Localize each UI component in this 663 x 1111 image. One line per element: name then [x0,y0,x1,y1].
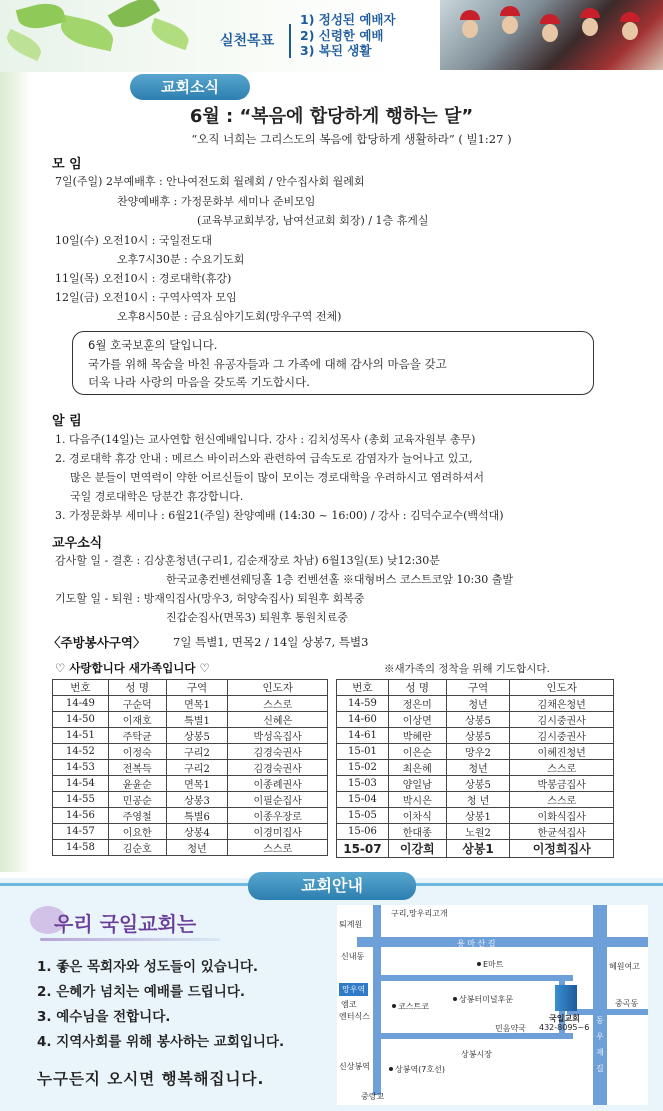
member-line: 감사할 일 - 결혼 : 김상훈청년(구리1, 김순재장로 차남) 6월13일(토) 낮12:30분 [55,554,440,567]
table-cell: 면목1 [166,776,228,792]
table-cell: 스스로 [510,760,614,776]
table-row [337,792,614,808]
table-cell: 14-58 [53,840,109,856]
table-row [337,824,614,840]
table-row [53,808,328,824]
map-label: E마트 [483,960,504,969]
announcement-line: 1. 다음주(14일)는 교사연합 헌신예배입니다. 강사 : 김치성목사 (총회 교육자원부 총무) [55,433,476,446]
map-label: 혜원여고 [609,962,640,971]
table-row [53,696,328,712]
map-label: 민음약국 [495,1024,526,1033]
table-cell: 이필순집사 [228,792,328,808]
month-title: 6월 : “복음에 합당하게 행하는 달” [189,106,474,127]
map-label: 구리,망우리고개 [391,909,448,918]
goal-divider [289,24,291,58]
map-label: 용 마 산 길 [457,939,496,948]
goal-list [300,12,396,59]
table-cell: 전복득 [108,760,166,776]
kitchen-service-text: 7일 특별1, 면목2 / 14일 상봉7, 특별3 [173,635,369,649]
table-cell: 15-05 [337,808,389,824]
announcement-line: 국일 경로대학은 당분간 휴강합니다. [70,490,244,503]
table-cell: 민공순 [108,792,166,808]
table-cell: 김경숙권사 [228,760,328,776]
goal-item: 3) 복된 생활 [300,43,372,58]
announcement-line: 많은 분들이 면역력이 약한 어르신들이 많이 모이는 경로대학을 우려하시고 염려하셔서 [70,471,485,484]
table-cell: 상봉3 [166,792,228,808]
map-label: 신내동 [341,952,365,961]
col-header: 인도자 [510,680,614,696]
table-cell: 14-61 [337,728,389,744]
table-row [53,776,328,792]
table-row [337,728,614,744]
table-cell: 면목1 [166,696,228,712]
map-label: 중곡동 [615,999,639,1008]
map-label: 상봉역(7호선) [395,1065,445,1074]
table-row [53,824,328,840]
table-cell: 이정희집사 [510,840,614,858]
table-cell: 상봉4 [166,824,228,840]
table-cell: 박성옥집사 [228,728,328,744]
notice-line: 더욱 나라 사랑의 마음을 갖도록 기도합시다. [88,375,310,389]
table-cell: 상봉5 [446,776,510,792]
table-cell: 이정숙 [108,744,166,760]
table-cell: 15-03 [337,776,389,792]
table-cell: 주영철 [108,808,166,824]
table-cell: 상봉1 [446,808,510,824]
map-label: 코스트코 [398,1002,429,1011]
table-row [337,840,614,858]
kitchen-service-label: 〈주방봉사구역〉 [48,635,146,650]
table-cell: 신혜은 [228,712,328,728]
map-label: 엠코 [341,1000,357,1009]
members-heading: 교우소식 [52,536,103,551]
map-station: 망우역 [339,983,368,996]
table-cell: 한균석집사 [510,824,614,840]
table-row [53,792,328,808]
meeting-line: 오후7시30분 : 수요기도회 [117,253,245,266]
table-row [53,728,328,744]
table-cell: 김채은청년 [510,696,614,712]
table-cell: 청년 [446,696,510,712]
table-row [53,744,328,760]
goal-label: 실천목표 [220,33,275,49]
col-header: 성 명 [108,680,166,696]
table-cell: 이강희 [388,840,446,858]
map-label: 엔터식스 [339,1012,370,1021]
meeting-line: 10일(수) 오전10시 : 국일전도대 [55,234,213,247]
newcomers-note: ※새가족의 정착을 위해 기도합시다. [384,663,550,675]
table-cell: 최은혜 [388,760,446,776]
table-cell: 특별6 [166,808,228,824]
table-cell: 14-55 [53,792,109,808]
meeting-line: (교육부교회부장, 남여선교회 회장) / 1층 휴게실 [197,214,429,227]
welcome-item: 2. 은혜가 넘치는 예배를 드립니다. [37,984,245,1000]
map-label: 상봉터미널후문 [459,995,514,1004]
table-cell: 양일남 [388,776,446,792]
table-cell: 김경숙권사 [228,744,328,760]
table-cell: 14-54 [53,776,109,792]
guide-tab: 교회안내 [248,872,416,900]
col-header: 인도자 [228,680,328,696]
table-row [53,712,328,728]
newcomers-table-right [336,679,614,858]
table-cell: 상봉1 [446,840,510,858]
goal-item: 2) 신령한 예배 [300,27,384,43]
newcomers-title: ♡ 사랑합니다 새가족입니다 ♡ [55,661,210,675]
meetings-heading: 모 임 [52,157,82,172]
member-line: 진갑순집사(면목3) 퇴원후 통원치료중 [166,611,348,624]
map-label: 우 [596,1032,604,1041]
map-label: 432-8095~6 [539,1023,590,1032]
table-row [337,696,614,712]
table-cell: 박봉금집사 [510,776,614,792]
table-cell: 이화식집사 [510,808,614,824]
col-header: 성 명 [388,680,446,696]
table-cell: 김시중권사 [510,728,614,744]
map-label: 동 [596,1016,604,1025]
leaf-decoration [3,29,45,61]
table-row [337,744,614,760]
table-cell: 스스로 [228,696,328,712]
table-cell: 14-50 [53,712,109,728]
meeting-line: 7일(주일) 2부예배후 : 안나여전도회 월례회 / 안수집사회 월례회 [55,175,365,188]
leaf-decoration [58,15,116,52]
col-header: 번호 [53,680,109,696]
table-cell: 이재호 [108,712,166,728]
map-label: 신상봉역 [339,1062,370,1071]
meeting-line: 12일(금) 오전10시 : 구역사역자 모임 [55,291,237,304]
table-cell: 노원2 [446,824,510,840]
table-row [337,776,614,792]
table-cell: 청년 [446,760,510,776]
table-row [53,840,328,856]
table-row [337,760,614,776]
leaf-decoration [16,0,67,34]
welcome-title: 우리 국일교회는 [54,912,197,936]
meeting-line: 오후8시50분 : 금요심야기도회(망우구역 전체) [117,310,342,323]
table-cell: 김시중권사 [510,712,614,728]
table-cell: 14-53 [53,760,109,776]
announcement-line: 3. 가정문화부 세미나 : 6월21(주일) 찬양예배 (14:30 ~ 16:00) / 강사 : 김덕수교수(백석대) [55,509,504,522]
welcome-underline [40,938,220,941]
table-cell: 이차식 [388,808,446,824]
table-cell: 14-57 [53,824,109,840]
table-cell: 15-04 [337,792,389,808]
col-header: 번호 [337,680,389,696]
table-cell: 14-52 [53,744,109,760]
leaf-decoration [148,18,192,50]
church-building-icon [555,985,577,1011]
header-banner [0,0,663,72]
table-cell: 14-59 [337,696,389,712]
table-cell: 이상면 [388,712,446,728]
table-cell: 스스로 [228,840,328,856]
table-cell: 이경미집사 [228,824,328,840]
table-cell: 특별1 [166,712,228,728]
table-cell: 상봉5 [166,728,228,744]
map-label: 길 [596,1064,604,1073]
table-cell: 박시은 [388,792,446,808]
table-cell: 청 년 [446,792,510,808]
table-cell: 이종우장로 [228,808,328,824]
notice-line: 국가를 위해 목숨을 바친 유공자들과 그 가족에 대해 감사의 마음을 갖고 [88,357,447,371]
table-cell: 청년 [166,840,228,856]
table-cell: 구리2 [166,760,228,776]
table-cell: 이종례권사 [228,776,328,792]
table-cell: 15-06 [337,824,389,840]
map-label: 국일교회 [549,1014,580,1023]
table-cell: 스스로 [510,792,614,808]
table-cell: 이요한 [108,824,166,840]
welcome-item: 3. 예수님을 전합니다. [37,1009,171,1025]
goal-item: 1) 정성된 예배자 [300,12,396,27]
meeting-line: 11일(목) 오전10시 : 경로대학(휴강) [55,272,232,285]
table-cell: 김순호 [108,840,166,856]
table-cell: 15-01 [337,744,389,760]
table-cell: 박혜란 [388,728,446,744]
table-cell: 윤윤순 [108,776,166,792]
member-line: 기도할 일 - 퇴원 : 방재익집사(망우3, 허양숙집사) 퇴원후 회복중 [55,592,365,605]
side-band [0,72,30,872]
member-line: 한국교총컨벤션웨딩홀 1층 컨벤션홀 ※대형버스 코스트코앞 10:30 출발 [166,573,513,586]
table-cell: 한대종 [388,824,446,840]
verse: “오직 너희는 그리스도의 복음에 합당하게 생활하라” ( 빌1:27 ) [191,132,512,146]
announcement-line: 2. 경로대학 휴강 안내 : 메르스 바이러스와 관련하여 급속도로 감염자가 늘어나고 있고, [55,452,473,465]
table-cell: 주탁균 [108,728,166,744]
welcome-closing: 누구든지 오시면 행복해집니다. [37,1070,265,1088]
table-cell: 이은순 [388,744,446,760]
table-row [337,808,614,824]
col-header: 구역 [166,680,228,696]
table-row [337,712,614,728]
table-cell: 14-60 [337,712,389,728]
newcomers-table-left [52,679,328,856]
map-label: 퇴계원 [339,920,363,929]
table-cell: 14-56 [53,808,109,824]
table-cell: 구순덕 [108,696,166,712]
table-cell: 망우2 [446,744,510,760]
map-label: 중랑교 [361,1092,385,1101]
notice-line: 6월 호국보훈의 달입니다. [88,338,218,352]
col-header: 구역 [446,680,510,696]
map-label: 상봉시장 [461,1050,492,1059]
table-cell: 14-49 [53,696,109,712]
news-tab: 교회소식 [130,74,250,100]
meeting-line: 찬양예배후 : 가정문화부 세미나 준비모임 [117,195,316,208]
table-cell: 정은미 [388,696,446,712]
map-label: 재 [596,1048,604,1057]
table-cell: 15-07 [337,840,389,858]
announcements-heading: 알 림 [52,414,82,429]
church-location-map [337,905,648,1105]
table-cell: 상봉5 [446,712,510,728]
welcome-item: 4. 지역사회를 위해 봉사하는 교회입니다. [37,1034,285,1050]
table-cell: 14-51 [53,728,109,744]
table-cell: 15-02 [337,760,389,776]
table-cell: 이혜진청년 [510,744,614,760]
choir-photo [440,0,663,70]
table-cell: 구리2 [166,744,228,760]
table-cell: 상봉5 [446,728,510,744]
table-row [53,760,328,776]
welcome-item: 1. 좋은 목회자와 성도들이 있습니다. [37,959,259,975]
